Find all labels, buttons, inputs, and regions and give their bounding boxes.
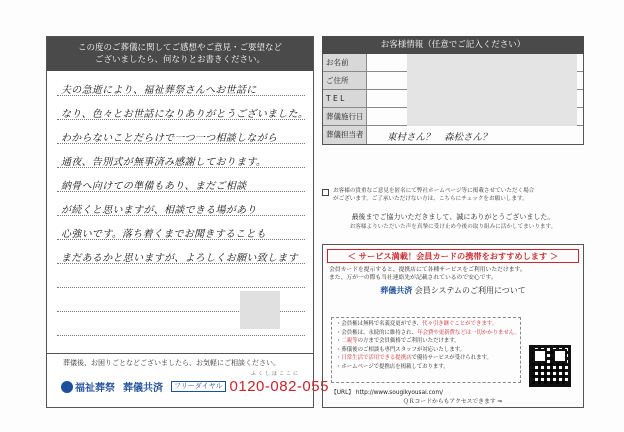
website-url[interactable]: 【URL】 http://www.sougikyousai.com/: [331, 390, 443, 396]
rule-item: ・葬儀後のご相談も専門スタッフが対応いたします。: [336, 346, 465, 353]
rule-item: ・会員権は無料で名義変更ができ、代々引き継ぐことができます。: [336, 321, 498, 327]
comments-panel: [46, 36, 329, 408]
customer-info-panel: [322, 36, 584, 408]
consent-row: [322, 187, 534, 203]
field-label: 葬儀施行日: [323, 108, 367, 125]
handwriting-line: が続くと思いますが、相談できる場があり: [61, 205, 257, 216]
brand-logo-icon: [61, 381, 73, 393]
rule-item: ・会員権は、永続的に維持され、年会費や更新費などは一切かかりません。: [336, 329, 520, 336]
qr-code[interactable]: [529, 345, 571, 387]
consent-text: [333, 187, 534, 203]
field-label: T E L: [323, 90, 367, 107]
tel-field[interactable]: [367, 90, 583, 107]
staff-handwriting: 東村さん？ 森松さん？: [387, 132, 492, 143]
staff-field[interactable]: [367, 126, 583, 144]
handwriting-line: 通夜、告別式が無事済み感謝しております。: [61, 157, 267, 168]
brand-row: [61, 378, 329, 395]
phone-ruby: ふくしはここに: [251, 371, 301, 377]
comments-header: [47, 37, 313, 71]
ruled-line: [57, 287, 305, 288]
thanks-subtext: お客様よりいただいた声を真摯に受け止め今後の取り組みに活かしてまいります。: [349, 224, 557, 230]
rule-item: ・ホームページで提携店を掲載しております。: [336, 363, 449, 370]
service-title: ＜ サービス満載！会員カードの携帯をおすすめします ＞: [327, 249, 579, 263]
system-title-brand: 葬儀共済: [380, 286, 413, 295]
phone-number[interactable]: 0120-082-055: [229, 378, 329, 395]
brand-sub: 葬儀共済: [123, 383, 163, 394]
field-staff-row: [323, 126, 583, 144]
rule-item: ・二親等の方まで会員価格でご利用いただけます。: [336, 338, 460, 345]
address-field[interactable]: [367, 72, 583, 89]
handwriting-line: 夫の急逝により、福祉葬祭さんへお世話に: [61, 85, 257, 96]
rule-item: ・日常生活で活用できる提携店で優待サービスが受けられます。: [336, 355, 492, 362]
customer-info-header: お客様情報（任意でご記入ください）: [322, 36, 584, 54]
service-description: [323, 263, 583, 282]
thanks-text: 最後までご協力いただきまして、誠にありがとうございました。: [351, 213, 555, 221]
free-dial-badge: フリーダイヤル: [171, 381, 226, 392]
system-title: [323, 285, 583, 296]
comments-header-line2: ございましたら、何なりとお書きください。: [94, 55, 265, 65]
field-name-row: [323, 54, 583, 72]
handwriting-line: 納骨へ向けての準備もあり、まだご相談: [61, 181, 247, 192]
customer-info-form: [322, 54, 584, 145]
handwriting-line: まだあるかと思いますが、よろしくお願い致します: [61, 253, 298, 264]
footer-note: 葬儀後、お困りごとなどございましたら、お気軽にご相談ください。: [63, 359, 280, 367]
handwriting-line: わからないことだらけで一つ一つ相談しながら: [61, 133, 278, 144]
field-label: お名前: [323, 54, 367, 71]
name-field[interactable]: [367, 54, 583, 71]
consent-line: がございます。ご了承いただけない方は、こちらにチェックをお願いします。: [333, 196, 528, 202]
handwriting-line: 心強いです。落ち着くまでお聞きすることも: [61, 229, 267, 240]
field-label: ご住所: [323, 72, 367, 89]
brand-name: 福祉葬祭: [75, 383, 115, 394]
service-desc-line: 会員カードを提示すると、提携店にて各種サービスをご利用いただけます。: [329, 267, 526, 273]
contact-footer: [47, 353, 329, 409]
redaction-box: [240, 291, 280, 329]
member-rules: [331, 317, 521, 383]
field-tel-row: [323, 90, 583, 108]
qr-note: ＱＲコードからもアクセスできます ⇒: [403, 399, 503, 405]
field-label: 葬儀担当者: [323, 126, 367, 144]
consent-line: お客様の貴重なご意見を匿名にて弊社ホームページ等に掲載させていただく場合: [333, 188, 535, 194]
consent-checkbox[interactable]: [322, 189, 329, 196]
field-date-row: [323, 108, 583, 126]
comments-header-line1: この度のご葬儀に関してご感想やご意見・ご要望など: [77, 43, 282, 53]
handwriting-line: なり、色々とお世話になりありがとうございました。: [61, 109, 309, 120]
handwritten-comments: [57, 71, 309, 351]
funeral-date-field[interactable]: [367, 108, 583, 125]
service-desc-line: また、万が一の際も当社連絡先が記載されているので安心です。: [329, 275, 497, 281]
system-title-rest: 会員システムのご利用について: [412, 286, 526, 295]
ruled-line: [57, 335, 305, 336]
field-address-row: [323, 72, 583, 90]
member-service-box: [322, 244, 584, 408]
